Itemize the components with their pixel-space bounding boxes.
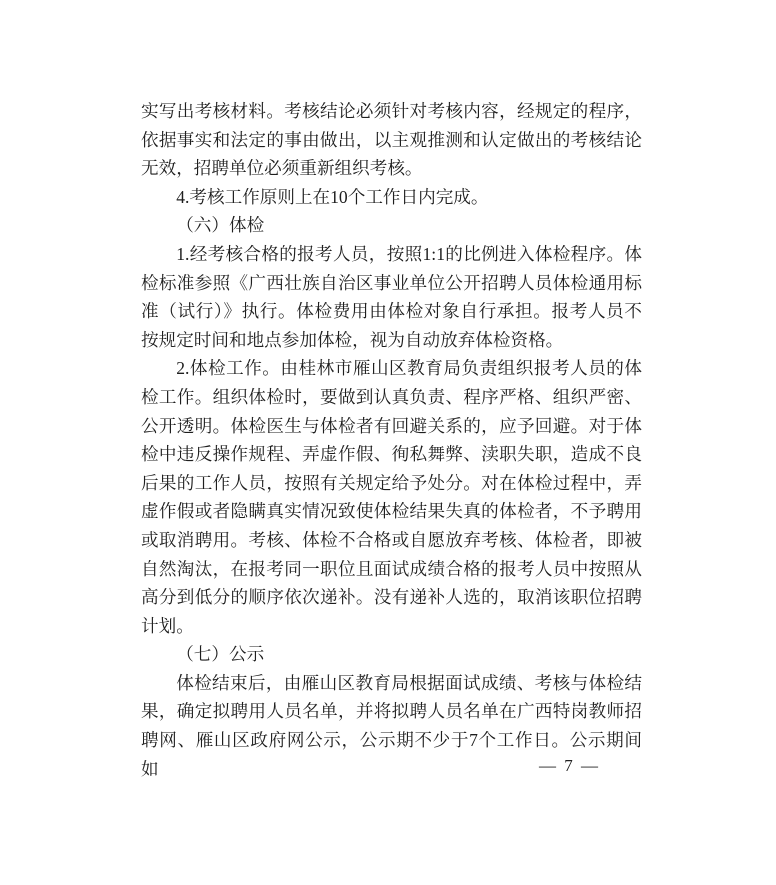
document-line: 聘网、雁山区政府网公示，公示期不少于7个工作日。公示期间如 — [141, 730, 642, 779]
document-line: 公开透明。体检医生与体检者有回避关系的，应予回避。对于体 — [141, 415, 642, 436]
document-line: 检工作。组织体检时，要做到认真负责、程序严格、组织严密、 — [141, 386, 642, 407]
document-line: 高分到低分的顺序依次递补。没有递补人选的，取消该职位招聘 — [141, 587, 642, 608]
document-line: 果，确定拟聘用人员名单，并将拟聘人员名单在广西特岗教师招 — [141, 701, 642, 722]
document-line: 无效，招聘单位必须重新组织考核。 — [141, 158, 423, 179]
section-heading: （六）体检 — [176, 215, 265, 236]
document-line: 自然淘汰，在报考同一职位且面试成绩合格的报考人员中按照从 — [141, 558, 642, 579]
document-line: 虚作假或者隐瞒真实情况致使体检结果失真的体检者，不予聘用 — [141, 501, 642, 522]
document-line: 准（试行）》执行。体检费用由体检对象自行承担。报考人员不 — [141, 301, 642, 322]
document-line: 检中违反操作规程、弄虚作假、徇私舞弊、渎职失职，造成不良 — [141, 444, 642, 465]
document-line: 1.经考核合格的报考人员，按照1:1的比例进入体检程序。体 — [176, 243, 642, 264]
document-line: 实写出考核材料。考核结论必须针对考核内容，经规定的程序， — [141, 101, 642, 121]
page-number: — 7 — — [539, 756, 600, 775]
document-line: 检标准参照《广西壮族自治区事业单位公开招聘人员体检通用标 — [141, 272, 642, 293]
document-body — [141, 97, 642, 779]
document-line: 后果的工作人员，按照有关规定给予处分。对在体检过程中，弄 — [141, 472, 642, 493]
document-line: 2.体检工作。由桂林市雁山区教育局负责组织报考人员的体 — [176, 358, 642, 379]
section-heading: （七）公示 — [176, 644, 265, 665]
document-line: 依据事实和法定的事由做出，以主观推测和认定做出的考核结论 — [141, 129, 642, 150]
document-line: 计划。 — [141, 615, 194, 636]
document-line: 按规定时间和地点参加体检，视为自动放弃体检资格。 — [141, 329, 564, 350]
document-line: 或取消聘用。考核、体检不合格或自愿放弃考核、体检者，即被 — [141, 529, 642, 550]
document-line: 4.考核工作原则上在10个工作日内完成。 — [176, 186, 489, 207]
document-line: 体检结束后，由雁山区教育局根据面试成绩、考核与体检结 — [176, 672, 642, 693]
